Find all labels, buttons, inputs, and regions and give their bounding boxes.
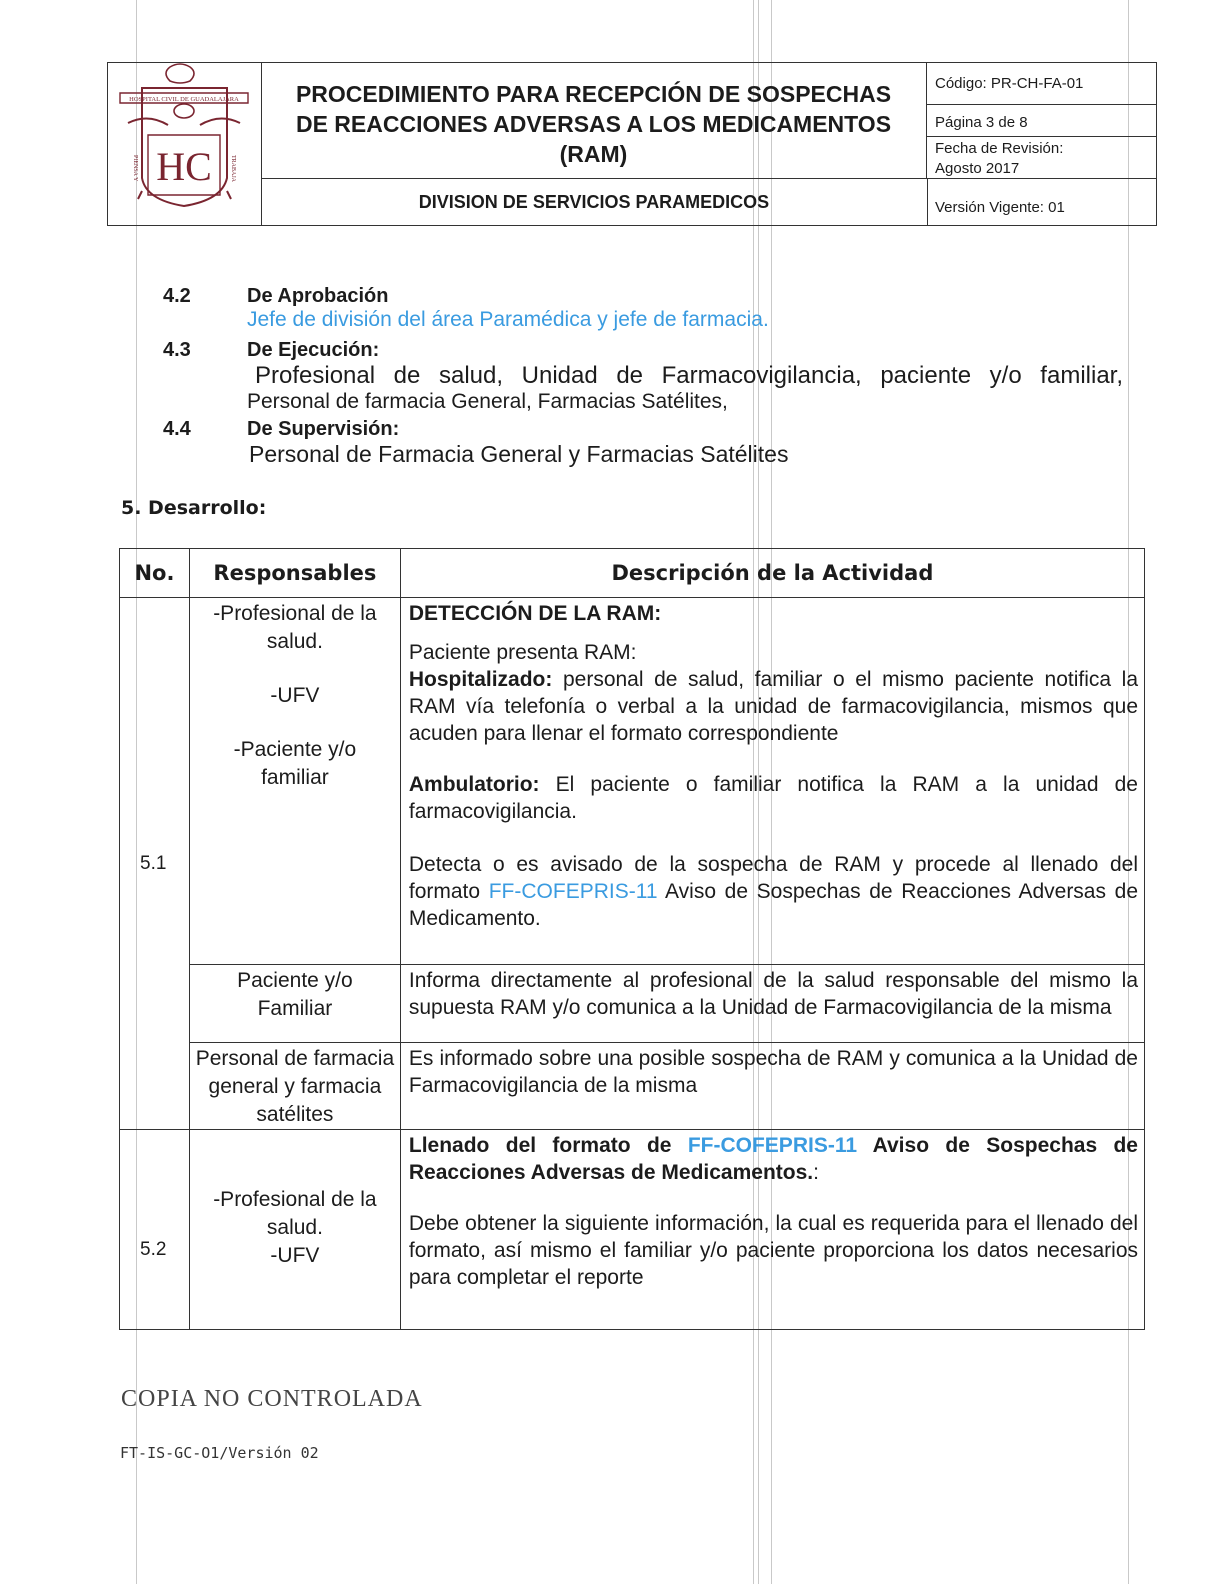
responsables-cell: Personal de farmacia general y farmacia satélites	[189, 1043, 400, 1130]
section-text: Jefe de división del área Paramédica y jefe de farmacia.	[247, 308, 769, 331]
form-reference: FF-COFEPRIS-11	[687, 1134, 858, 1157]
form-reference: FF-COFEPRIS-11	[488, 880, 658, 903]
uncontrolled-copy-stamp: COPIA NO CONTROLADA	[121, 1386, 423, 1412]
responsables-cell	[189, 598, 400, 965]
heading-part: :	[813, 1161, 819, 1184]
description-cell: Informa directamente al profesional de la salud responsable del mismo la supuesta RAM y/o comunica a la Unidad de Farmacovigilancia de la misma	[400, 965, 1144, 1043]
text-part: Aviso de Sospechas de Reacciones Adversas de Medicamento.	[408, 880, 1138, 930]
pagina-cell: Página 3 de 8	[927, 105, 1156, 137]
responsable: -Profesional de la salud.	[213, 602, 377, 653]
svg-text:HOSPITAL CIVIL DE GUADALAJARA: HOSPITAL CIVIL DE GUADALAJARA	[129, 96, 239, 103]
fecha-value: Agosto 2017	[935, 160, 1020, 177]
activity-text: Debe obtener la siguiente información, la cual es requerida para el llenado del formato, así mismo el familiar y/o paciente proporciona los datos necesarios para completar el reporte	[408, 1212, 1138, 1289]
section-number: 4.2	[163, 285, 191, 307]
row-number: 5.1	[120, 598, 190, 1130]
responsables-cell: Paciente y/o Familiar	[189, 965, 400, 1043]
svg-text:PIENSA Y: PIENSA Y	[132, 155, 138, 182]
description-cell	[400, 598, 1144, 965]
description-cell: Es informado sobre una posible sospecha de RAM y comunica a la Unidad de Farmacovigilancia de la misma	[400, 1043, 1144, 1130]
section-text: Personal de farmacia General, Farmacias Satélites,	[247, 390, 728, 413]
responsable: -UFV	[270, 1244, 320, 1267]
title-line: DE REACCIONES ADVERSAS A LOS MEDICAMENTOS	[295, 111, 892, 137]
desarrollo-heading: 5. Desarrollo:	[121, 497, 267, 519]
title-line: (RAM)	[559, 141, 628, 167]
description-cell	[400, 1130, 1144, 1330]
fecha-label: Fecha de Revisión:	[935, 140, 1064, 157]
document-title	[261, 63, 927, 179]
responsable: -UFV	[270, 684, 320, 707]
text-hospitalizado: personal de salud, familiar o el mismo paciente notifica la RAM vía telefonía o verbal a la unidad de farmacovigilancia, mismos que acuden para llenar el formato correspondiente	[408, 668, 1138, 745]
section-number: 4.4	[163, 418, 191, 440]
section-text: Profesional de salud, Unidad de Farmacovigilancia, paciente y/o familiar,	[255, 362, 1123, 389]
col-responsables-header: Responsables	[189, 549, 400, 598]
table-row	[120, 1043, 1145, 1130]
col-no-header: No.	[120, 549, 190, 598]
division-name: DIVISION DE SERVICIOS PARAMEDICOS	[261, 179, 928, 225]
table-row	[120, 965, 1145, 1043]
title-line: PROCEDIMIENTO PARA RECEPCIÓN DE SOSPECHAS	[295, 81, 892, 107]
activity-heading: DETECCIÓN DE LA RAM:	[408, 602, 662, 625]
activity-text	[409, 666, 1138, 747]
label-ambulatorio: Ambulatorio:	[408, 773, 540, 796]
codigo-cell: Código: PR-CH-FA-01	[927, 63, 1156, 105]
table-row	[120, 1130, 1145, 1330]
text-part: Detecta o es avisado de la sospecha de RAM y procede al llenado del formato	[408, 853, 1138, 903]
activities-table	[119, 548, 1145, 1330]
form-identifier: FT-IS-GC-O1/Versión 02	[120, 1444, 319, 1462]
section-title: De Supervisión:	[247, 418, 400, 440]
heading-part: Aviso de Sospechas de Reacciones Adversas de Medicamentos.	[408, 1134, 1138, 1184]
section-number: 4.3	[163, 339, 191, 361]
responsable: -Profesional de la salud.	[213, 1188, 377, 1239]
table-row	[120, 598, 1145, 965]
svg-text:TRABAJA: TRABAJA	[230, 155, 236, 183]
svg-text:HC: HC	[156, 144, 212, 189]
section-title: De Aprobación	[247, 285, 389, 307]
activity-heading	[409, 1132, 1138, 1186]
section-4-2	[163, 285, 1123, 332]
activity-text: Paciente presenta RAM:	[408, 641, 637, 664]
table-header-row	[120, 549, 1145, 598]
heading-part: Llenado del formato de	[408, 1134, 688, 1157]
responsable: -Paciente y/o familiar	[233, 738, 357, 789]
activity-text	[409, 771, 1138, 825]
document-header	[107, 62, 1157, 226]
section-4-3	[163, 339, 1123, 414]
row-number: 5.2	[120, 1130, 190, 1330]
fecha-cell	[927, 137, 1156, 179]
label-hospitalizado: Hospitalizado:	[408, 668, 553, 691]
text-ambulatorio: El paciente o familiar notifica la RAM a la unidad de farmacovigilancia.	[408, 773, 1138, 823]
col-descripcion-header: Descripción de la Actividad	[400, 549, 1144, 598]
section-title: De Ejecución:	[247, 339, 380, 361]
version-cell: Versión Vigente: 01	[935, 199, 1065, 216]
activity-text	[409, 851, 1138, 932]
section-4-4	[163, 418, 1123, 468]
section-text: Personal de Farmacia General y Farmacias Satélites	[249, 441, 789, 467]
hospital-logo	[108, 63, 262, 225]
responsables-cell	[189, 1130, 400, 1330]
